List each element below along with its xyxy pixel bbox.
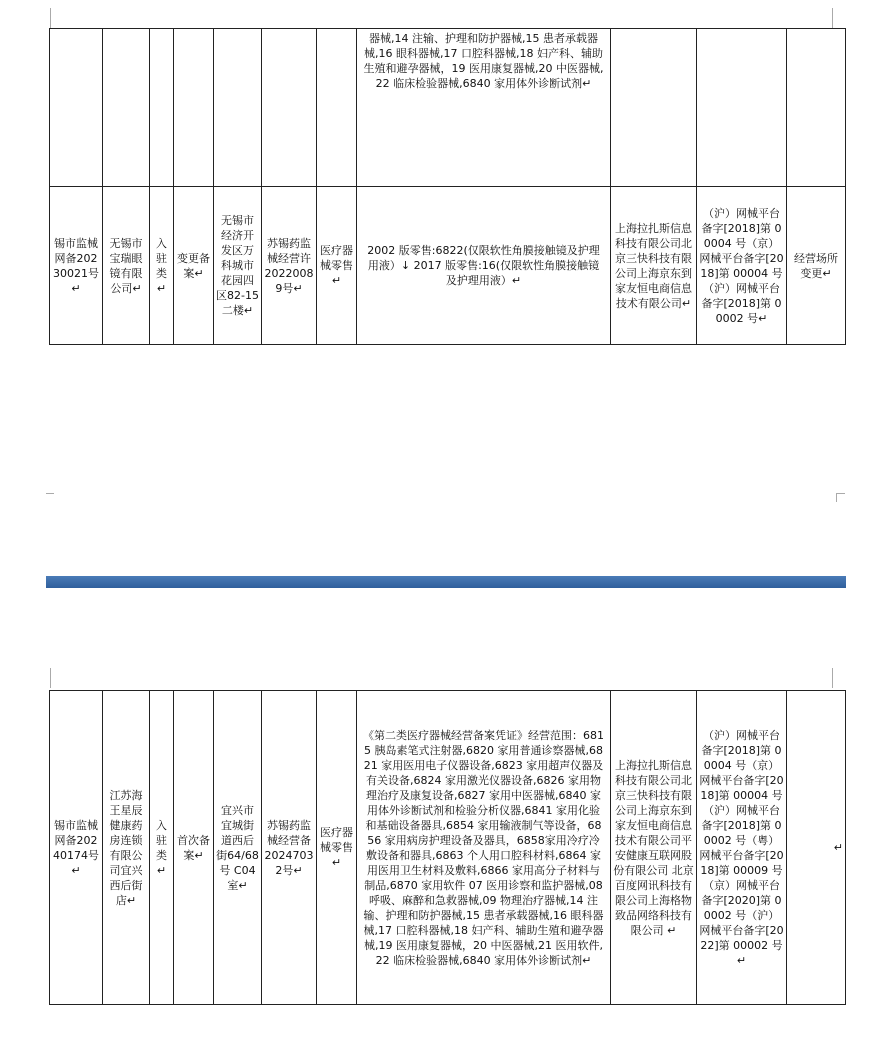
cell-reg-no — [50, 29, 103, 187]
margin-mark — [50, 8, 59, 28]
cell-license: 苏锡药监械经营许20220089号↵ — [262, 187, 317, 345]
table-row — [50, 187, 846, 345]
cell-company: 江苏海王星辰健康药房连锁有限公司宜兴西后街店↵ — [103, 691, 150, 1005]
cell-license — [262, 29, 317, 187]
margin-mark — [46, 493, 54, 502]
margin-mark — [50, 668, 59, 688]
cell-reg-no: 锡市监械网备20230021号↵ — [50, 187, 103, 345]
cell-remark: ↵ — [787, 691, 846, 1005]
page-separator — [46, 576, 846, 588]
cell-records: （沪）网械平台备字[2018]第 00004 号（京）网械平台备字[2018]第 00004 号（沪）网械平台备字[2018]第 00002 号（粤）网械平台备字[2018]第 00009 号（京）网械平台备字[2020]第 00002 号（沪）网械平台备字[2022]第 00002 号↵ — [697, 691, 787, 1005]
cell-action — [174, 29, 214, 187]
cell-type — [150, 29, 174, 187]
cell-address — [214, 29, 262, 187]
cell-platforms: 上海拉扎斯信息科技有限公司北京三快科技有限公司上海京东到家友恒电商信息技术有限公司平安健康互联网股份有限公司 北京百度网讯科技有限公司上海格物致品网络科技有限公司 ↵ — [611, 691, 697, 1005]
table-row — [50, 691, 846, 1005]
cell-category: 医疗器械零售↵ — [317, 691, 357, 1005]
cell-address: 宜兴市宜城街道西后街64/68号 C04室↵ — [214, 691, 262, 1005]
record-table-2 — [49, 690, 846, 1005]
cell-category — [317, 29, 357, 187]
cell-license: 苏锡药监械经营备20247032号↵ — [262, 691, 317, 1005]
cell-action: 变更备案↵ — [174, 187, 214, 345]
cell-platforms — [611, 29, 697, 187]
table-row — [50, 29, 846, 187]
cell-reg-no: 锡市监械网备20240174号↵ — [50, 691, 103, 1005]
cell-action: 首次备案↵ — [174, 691, 214, 1005]
cell-company — [103, 29, 150, 187]
cell-records — [697, 29, 787, 187]
cell-scope: 《第二类医疗器械经营备案凭证》经营范围：6815 胰岛素笔式注射器,6820 家用普通诊察器械,6821 家用医用电子仪器设备,6823 家用超声仪器及有关设备,6824 家用激光仪器设备,6826 家用物理治疗及康复设备,6827 家用中医器械,6840 家用体外诊断试剂和检验分析仪器,6841 家用化验和基础设备器具,6854 家用输液制气等设备，6856 家用病房护理设备及器具，6858家用冷疗冷敷设备和器具,6863 个人用口腔科材料,6864 家用医用卫生材料及敷料,6866 家用高分子材料与制品,6870 家用软件 07 医用诊察和监护器械,08 呼吸、麻醉和急救器械,09 物理治疗器械,14 注输、护理和防护器械,15 患者承载器械,16 眼科器械,17 口腔科器械,18 妇产科、辅助生殖和避孕器械,19 医用康复器械，20 中医器械,21 医用软件,22 临床检验器械,6840 家用体外诊断试剂↵ — [357, 691, 611, 1005]
cell-company: 无锡市宝瑞眼镜有限公司↵ — [103, 187, 150, 345]
cell-records: （沪）网械平台备字[2018]第 00004 号（京）网械平台备字[2018]第 00004 号（沪）网械平台备字[2018]第 00002 号↵ — [697, 187, 787, 345]
margin-mark — [836, 493, 845, 502]
record-table-1 — [49, 28, 846, 345]
cell-scope: 2002 版零售:6822(仅限软性角膜接触镜及护理用液）↓ 2017 版零售:16(仅限软性角膜接触镜及护理用液）↵ — [357, 187, 611, 345]
cell-remark — [787, 29, 846, 187]
cell-category: 医疗器械零售↵ — [317, 187, 357, 345]
cell-type: 入驻类↵ — [150, 187, 174, 345]
cell-type: 入驻类↵ — [150, 691, 174, 1005]
cell-platforms: 上海拉扎斯信息科技有限公司北京三快科技有限公司上海京东到家友恒电商信息技术有限公司↵ — [611, 187, 697, 345]
margin-mark — [832, 668, 841, 688]
cell-remark: 经营场所变更↵ — [787, 187, 846, 345]
margin-mark — [832, 8, 841, 28]
cell-scope: 器械,14 注输、护理和防护器械,15 患者承载器械,16 眼科器械,17 口腔科器械,18 妇产科、辅助生殖和避孕器械，19 医用康复器械,20 中医器械,22 临床检验器械,6840 家用体外诊断试剂↵ — [357, 29, 611, 187]
cell-address: 无锡市经济开发区万科城市花园四区82-15二楼↵ — [214, 187, 262, 345]
